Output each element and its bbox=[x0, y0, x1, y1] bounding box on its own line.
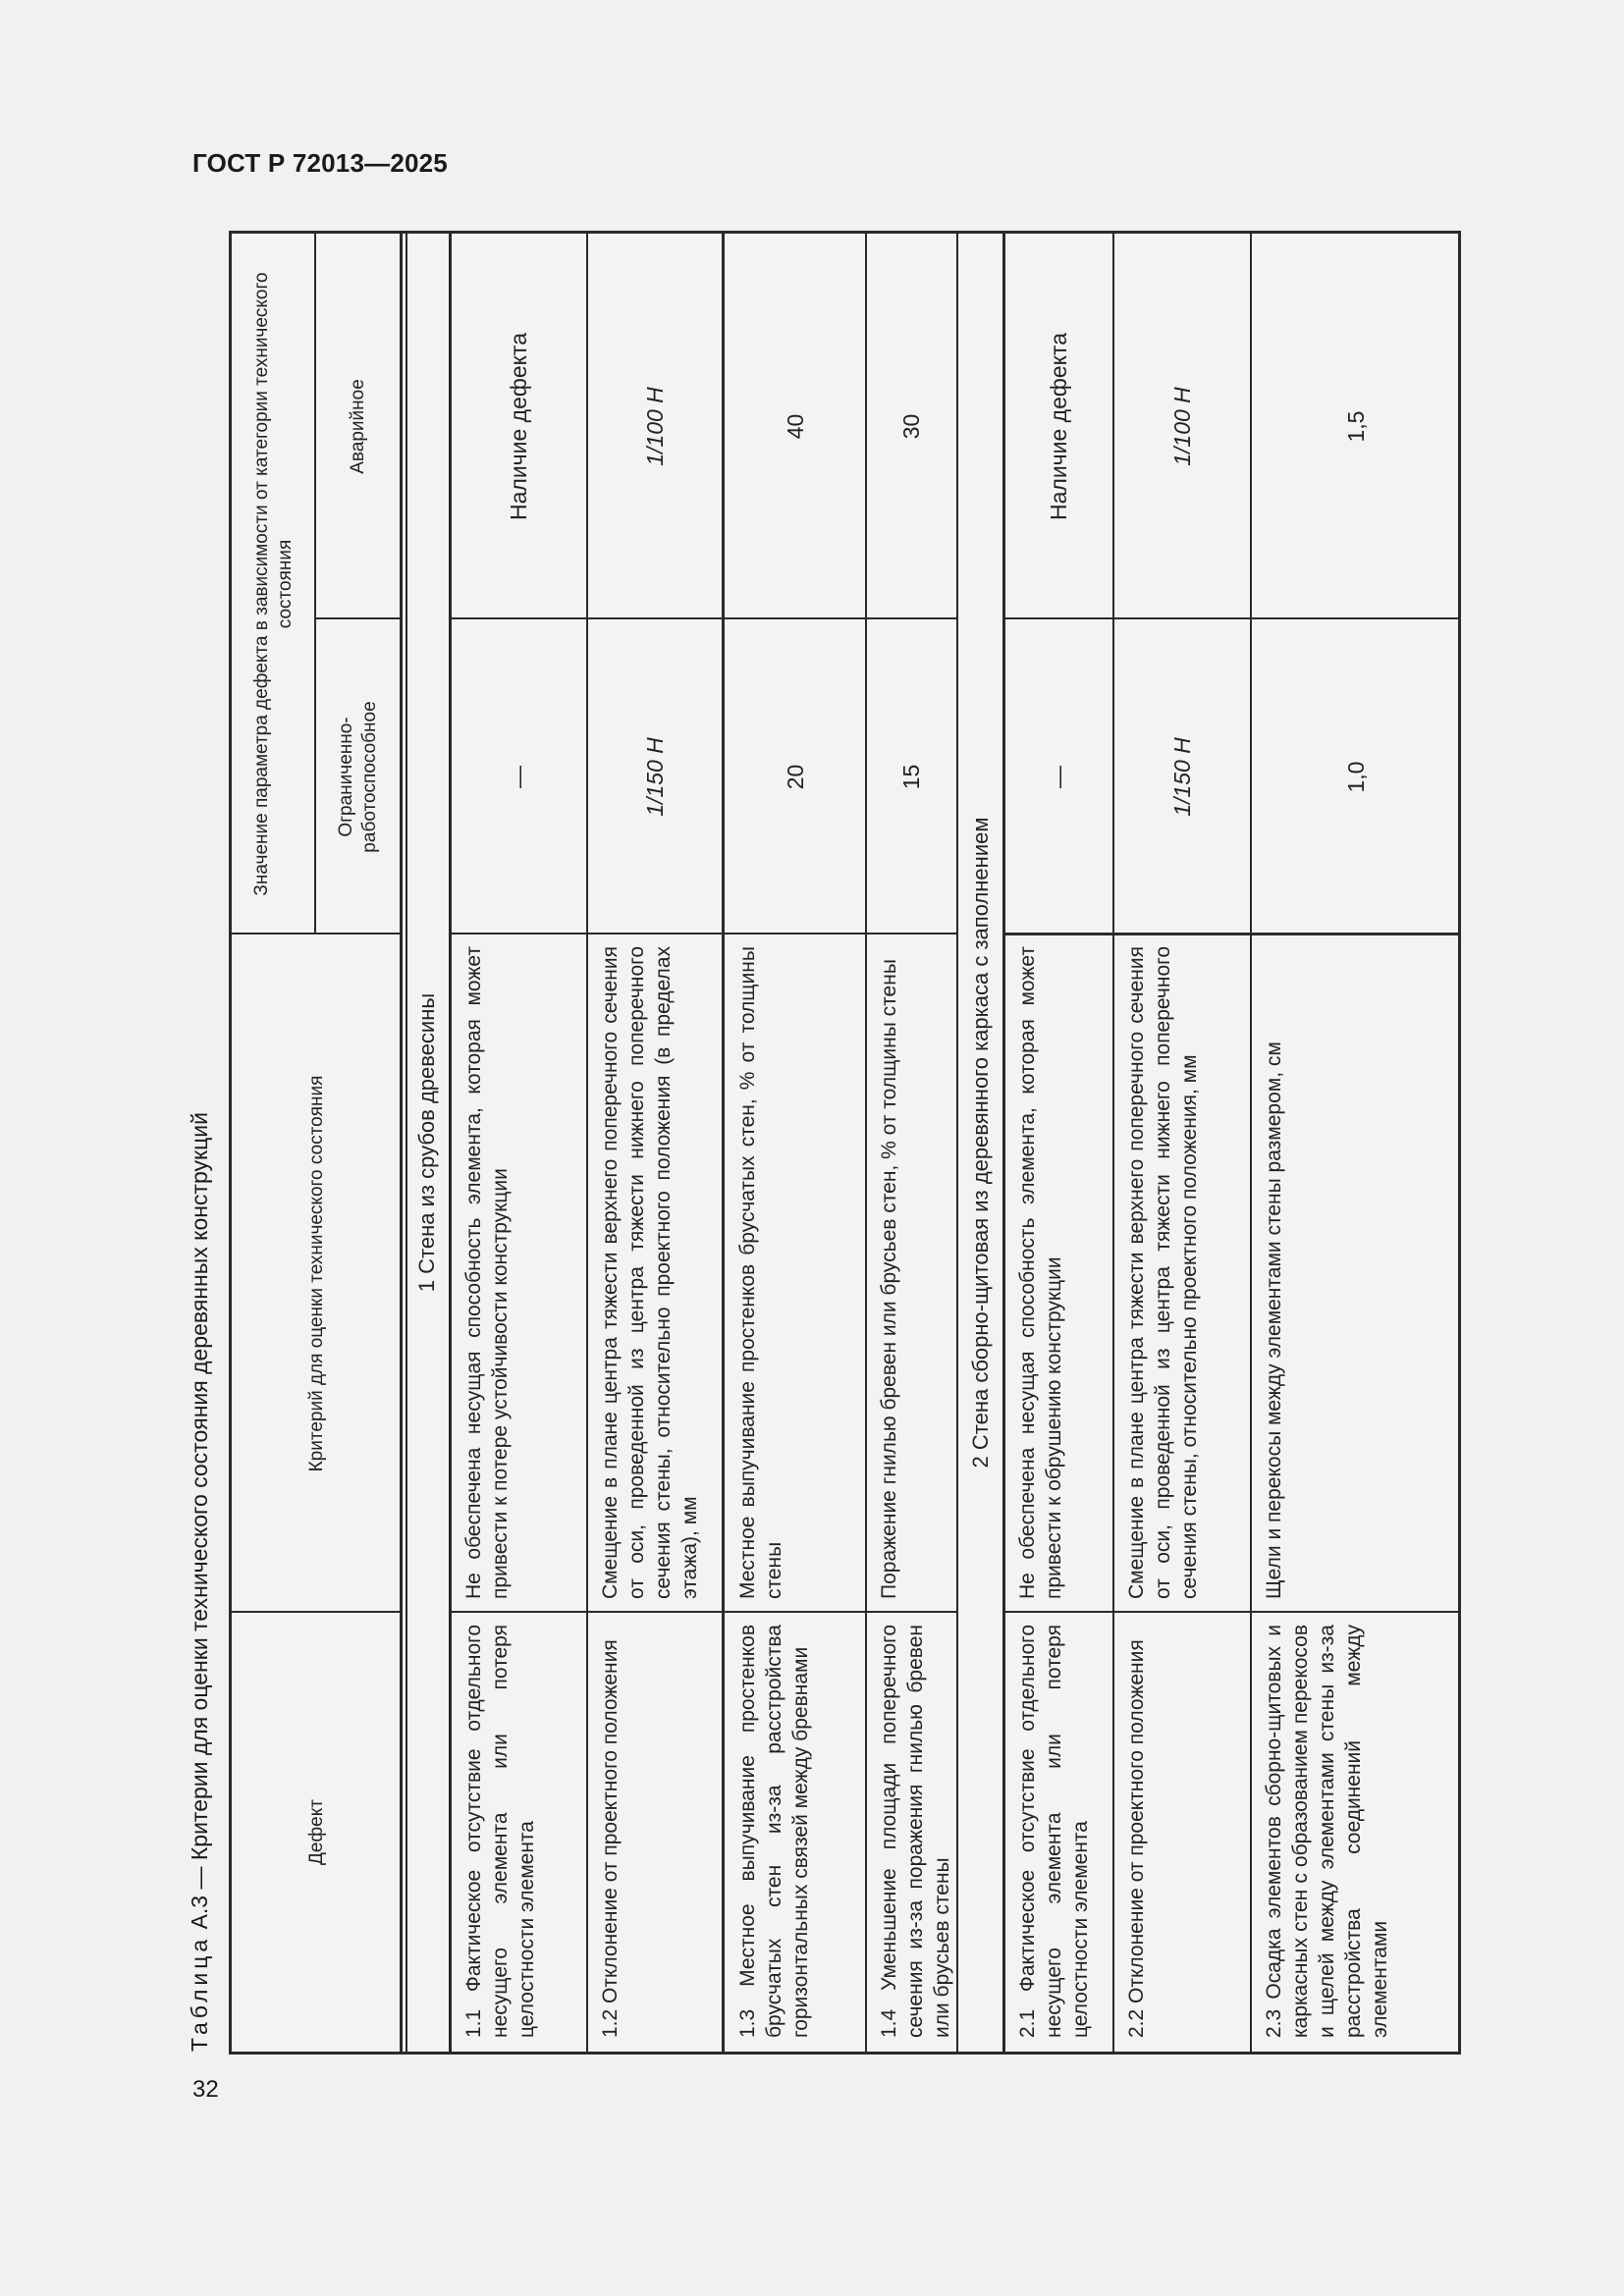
section-title-2: 2 Стена сборно-щитовая из деревянного каркаса с заполнением bbox=[967, 817, 993, 1468]
table-caption bbox=[187, 1011, 213, 2052]
limited-1-3: 20 bbox=[782, 764, 808, 790]
defect-1-2: 1.2 Отклонение от проектного положения bbox=[599, 1639, 622, 2038]
limited-2-2: 1/150 H bbox=[1168, 737, 1195, 817]
header-defect: Дефект bbox=[305, 1799, 327, 1865]
emergency-2-3: 1,5 bbox=[1342, 410, 1369, 443]
defect-1-4: 1.4 Уменьшение площади поперечного сечения из-за поражения гнилью бревен или брусьев стены bbox=[878, 1625, 953, 2038]
grid-line bbox=[232, 1611, 402, 1613]
header-values: Значение параметра дефекта в зависимости от категории технического состояния bbox=[250, 272, 296, 896]
caption-number: А.3 bbox=[187, 1895, 212, 1930]
defect-2-1: 2.1 Фактическое отсутствие отдельного несущего элемента или потеря целостности элемента bbox=[1016, 1625, 1092, 2038]
emergency-1-3: 40 bbox=[782, 413, 808, 440]
grid-line bbox=[450, 1611, 957, 1613]
limited-1-1: — bbox=[506, 766, 531, 788]
limited-1-4: 15 bbox=[897, 764, 924, 790]
document-header: ГОСТ Р 72013—2025 bbox=[192, 148, 448, 178]
grid-line bbox=[314, 234, 316, 934]
criteria-table bbox=[229, 231, 1461, 2055]
emergency-1-2: 1/100 H bbox=[641, 387, 668, 466]
header-limited: Ограниченно-работоспособное bbox=[336, 701, 380, 853]
criterion-1-4: Поражение гнилью бревен или брусьев стен, % от толщины стены bbox=[878, 959, 900, 1599]
emergency-2-1: Наличие дефекта bbox=[1046, 333, 1071, 520]
grid-line bbox=[586, 234, 588, 2052]
grid-line bbox=[232, 933, 402, 934]
defect-2-2: 2.2 Отклонение от проектного положения bbox=[1125, 1639, 1148, 2038]
limited-2-1: — bbox=[1046, 766, 1071, 788]
emergency-1-1: Наличие дефекта bbox=[506, 333, 531, 520]
grid-line bbox=[1003, 1611, 1461, 1613]
defect-1-3: 1.3 Местное выпучивание простенков брусчатых стен из-за расстройства горизонтальных связей между бревнами bbox=[736, 1625, 812, 2038]
defect-2-3: 2.3 Осадка элементов сборно-щитовых и каркасных стен с образованием перекосов и щелей между элементами стены из-за расстройства соединений между элементами bbox=[1263, 1625, 1391, 2038]
grid-line bbox=[1003, 933, 1461, 935]
header-criterion: Критерий для оценки технического состояния bbox=[305, 1075, 327, 1472]
grid-line bbox=[1002, 234, 1005, 2052]
grid-line bbox=[449, 234, 452, 2052]
grid-line bbox=[406, 234, 407, 2052]
grid-line bbox=[1003, 617, 1461, 619]
criterion-1-3: Местное выпучивание простенков брусчатых стен, % от толщины стены bbox=[736, 946, 785, 1599]
emergency-2-2: 1/100 H bbox=[1168, 387, 1195, 466]
caption-label: Таблица bbox=[187, 1935, 212, 2052]
limited-1-2: 1/150 H bbox=[641, 737, 668, 817]
grid-line bbox=[400, 234, 403, 2052]
grid-line bbox=[1112, 234, 1114, 2052]
criterion-2-1: Не обеспечена несущая способность элемента, которая может привести к обрушению конструкции bbox=[1016, 946, 1065, 1599]
grid-line bbox=[865, 234, 867, 2052]
grid-line bbox=[956, 234, 958, 2052]
grid-line bbox=[315, 617, 402, 619]
emergency-1-4: 30 bbox=[897, 413, 924, 440]
grid-line bbox=[450, 933, 957, 934]
caption-dash: — bbox=[187, 1860, 212, 1896]
criterion-2-3: Щели и перекосы между элементами стены размером, см bbox=[1263, 1041, 1285, 1599]
section-title-1: 1 Стена из срубов древесины bbox=[413, 992, 439, 1293]
grid-line bbox=[450, 617, 957, 619]
criterion-2-2: Смещение в плане центра тяжести верхнего поперечного сечения от оси, проведенной из центра тяжести нижнего поперечного сечения стены, относительно проектного положения, мм bbox=[1125, 946, 1201, 1599]
grid-line bbox=[1250, 234, 1252, 2052]
caption-title: Критерии для оценки технического состояния деревянных конструкций bbox=[187, 1112, 212, 1861]
page-number: 32 bbox=[192, 2076, 219, 2103]
grid-line bbox=[722, 234, 725, 2052]
limited-2-3: 1,0 bbox=[1342, 761, 1369, 793]
defect-1-1: 1.1 Фактическое отсутствие отдельного несущего элемента или потеря целостности элемента bbox=[462, 1625, 538, 2038]
criterion-1-1: Не обеспечена несущая способность элемента, которая может привести к потере устойчивости конструкции bbox=[462, 946, 512, 1599]
header-emergency: Аварийное bbox=[348, 379, 368, 474]
criterion-1-2: Смещение в плане центра тяжести верхнего поперечного сечения от оси, проведенной из центра тяжести нижнего поперечного сечения стены, относительно проектного положения (в пределах этажа), мм bbox=[599, 946, 701, 1599]
